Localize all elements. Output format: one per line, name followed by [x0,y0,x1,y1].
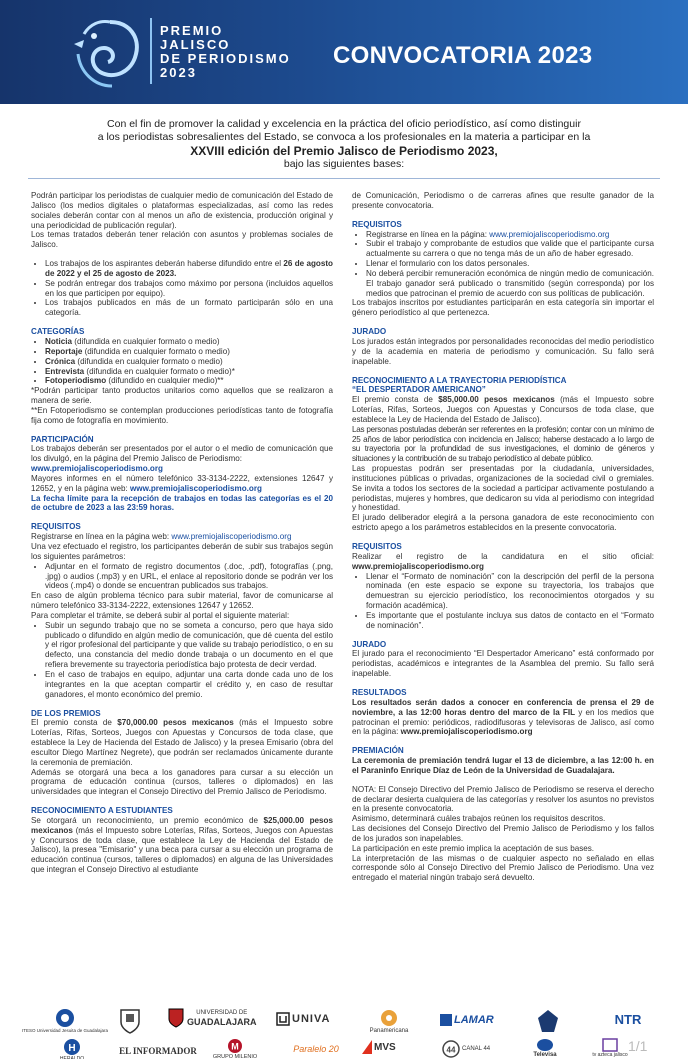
nomination-register-text [352,552,654,572]
category-item [45,367,333,377]
canal44-logo [442,1040,502,1058]
material-item: • En el caso de trabajos en equipo, adjuntar una carta donde cada uno de los integrantes en la que aceptan compartir el crédito y, en caso de resultar ganadores, el monto económico del premio. [45,670,333,700]
section-title-premiacion: PREMIACIÓN [352,746,404,756]
site-link[interactable]: www.premiojaliscoperiodismo.org [489,229,610,239]
contact-text [31,474,333,494]
svg-text:M: M [231,1041,239,1052]
udg-icon [168,1008,184,1028]
section-title-trayectoria: RECONOCIMIENTO A LA TRAYECTORIA PERIODÍSTICA [352,375,567,385]
canal44-icon [442,1040,460,1058]
nomination-list [352,572,654,631]
rule-dates: 26 de agosto de 2022 y el 25 de agosto de 2023. [45,259,333,278]
udg-text-2: GUADALAJARA [187,1017,257,1027]
section-title-premios: DE LOS PREMIOS [31,708,101,718]
category-name: Reportaje [45,346,83,356]
udg-text-1: UNIVERSIDAD DE [196,1010,248,1016]
brand-line-4: 2023 [160,65,197,80]
prize-text [31,718,333,767]
tech-support-text: En caso de algún problema técnico para subir material, favor de comunicarse al número telefónico 33-3134-2222, extensiones 12647 y 12652. [31,591,333,611]
note-2: Asimismo, determinará cuáles trabajos reúnen los requisitos descritos. [352,814,606,824]
nominee-profile-text: Las personas postuladas deberán ser referentes en la profesión; contar con un mínimo de 25 años de labor periodística con incidencia en Jalisco; haberse destacado a lo largo de su trayectoria por la profundidad de sus investigaciones, el dominio de géneros y situaciones y la contribución de su trabajo periodístico al debate público. [352,424,654,464]
category-name: Entrevista [45,366,85,376]
tvazteca-icon [602,1038,618,1052]
section-title-jurado-trayectoria: JURADO [352,639,387,649]
heraldo-icon [63,1038,81,1056]
iteso-icon [54,1008,76,1028]
category-desc: (difundida en cualquier formato o medio) [72,336,220,346]
jury-text: Los jurados están integrados por personalidades reconocidas del medio periodístico y de la academia en materia de periodismo y comunicación. Su fallo será inapelable. [352,336,654,366]
material-list [31,621,333,700]
upload-list [31,562,333,592]
site-link[interactable]: www.premiojaliscoperiodismo.org [171,532,292,542]
intro-line-2: a los periodistas sobresalientes del Estado, se convoca a los profesionales en la materia a participar en la [97,131,591,143]
lamar-text: LAMAR [454,1014,494,1026]
gdl-icon [536,1008,560,1034]
nomination-label: Realizar el registro de la candidatura en el sitio oficial: [352,551,654,561]
rule-item: • Se podrán entregar dos trabajos como máximo por persona (incluidos aquellos en los que participen por equipo). [45,279,333,299]
lamar-logo [440,1014,510,1026]
category-item [45,376,333,386]
panamericana-logo [354,1008,424,1034]
categories-list [31,337,333,386]
left-column [31,191,333,875]
panamericana-text: Panamericana [369,1028,409,1034]
category-item [45,337,333,347]
site-link[interactable]: www.premiojaliscoperiodismo.org [352,561,484,571]
nominations-text: Las propuestas podrán ser presentadas por la ciudadanía, universidades, instituciones públicas o privadas, organizaciones de la sociedad civil o gremiales. Se invita a todos los sectores de la sociedad a participar activamente postulando a periodistas, mujeres y hombres, que dedicaron su vida al periodismo con integridad y honestidad. [352,464,654,513]
career-prize-text [352,395,654,425]
eligibility-text: Podrán participar los periodistas de cualquier medio de comunicación del Estado de Jalisco (los medios digitales o plataformas especializadas, así como las redes sociales deberán contar con al menos un año de existencia, producción original y una periodicidad de publicación regular). [31,191,333,230]
student-req-item: • Llenar el formulario con los datos personales. [366,259,654,269]
prize-amount: $70,000.00 pesos mexicanos [117,718,234,728]
heraldo-text: HERALDO [59,1056,85,1059]
note-4: La participación en este premio implica la aceptación de sus bases. [352,843,595,853]
univa-logo [276,1012,346,1026]
category-item [45,347,333,357]
career-prize-post: (más el Impuesto sobre Loterías, Rifas, Sorteos, Juegos con Apuestas y Concursos de toda clase, que establece la Ley de Hacienda del Estado de Jalisco). [352,395,654,424]
milenio-text: GRUPO MILENIO [212,1054,258,1059]
note-1: NOTA: El Consejo Directivo del Premio Jalisco de Periodismo se reserva el derecho de declarar desierta cualquiera de las categorías y resolver los asuntos no previstos en la presente convocatoria. [352,784,654,814]
iteso-logo [21,1008,109,1033]
header-divider [150,18,152,84]
req-label: Registrarse en línea en la página: [366,229,490,239]
student-req-note: Los trabajos inscritos por estudiantes participarán en esta categoría sin importar el género periodístico al que pertenezca. [352,298,654,318]
page-number: 1/1 [628,1038,648,1054]
section-title-jurado: JURADO [352,327,387,337]
mvs-icon [362,1040,372,1054]
upload-text: Una vez efectuado el registro, los participantes deberán de subir sus trabajos según los siguientes parámetros: [31,542,333,561]
results-date: Los resultados serán dados a conocer en conferencia de prensa el 29 de noviembre, a las 12:00 horas dentro del marco de la FIL [352,697,654,717]
rule-item: • Los trabajos publicados en más de un formato participarán sólo en una categoría. [45,298,333,318]
televisa-icon [536,1038,554,1052]
brand-line-3: DE PERIODISMO [160,51,291,66]
gdl-logo [528,1008,568,1034]
right-column [352,191,654,883]
student-continuation: de Comunicación, Periodismo o de carreras afines que resulte ganador de la presente convocatoria. [352,191,654,210]
site-link[interactable]: www.premiojaliscoperiodismo.org [130,483,262,493]
intro-line-3: bajo las siguientes bases: [283,158,405,170]
ntr-logo [598,1012,658,1027]
student-req-item: • Subir el trabajo y comprobante de estudios que valide que el participante cursa actualmente su carrera o que no tenga más de un año de haber egresado. [366,239,654,259]
paralelo-logo [282,1044,350,1054]
register-text [31,532,333,542]
paralelo-text: Paralelo 20 [293,1044,339,1054]
edition-title: XXVIII edición del Premio Jalisco de Periodismo 2023, [190,144,498,158]
panamericana-icon [377,1008,401,1028]
heraldo-logo [52,1038,92,1059]
canal44-text: CANAL 44 [462,1046,491,1052]
results-text [352,698,654,737]
rule-item [45,259,333,279]
category-desc: (difundido en cualquier medio)** [106,376,224,386]
crest-icon [119,1008,141,1034]
section-title-requisitos-trayectoria: REQUISITOS [352,542,402,551]
section-title-requisitos-estudiantes: REQUISITOS [352,219,402,229]
nomination-item: • Llenar el “Formato de nominación” con la descripción del perfil de la persona nominada (en este espacio se expone su trayectoria, los trabajos que demuestran su ejercicio periodístico, los reconocimientos otorgados y su formación académica). [366,572,654,611]
separator [28,178,660,179]
career-prize-pre: El premio consta de [352,395,439,405]
student-prize-post: (más el Impuesto sobre Loterías, Rifas, Sorteos, Juegos con Apuestas y Concursos de toda clase, que establece la Ley de Hacienda del Estado de Jalisco), la presea "Emisario" y una beca para cursar a su elección un programa de educación continua (cursos, talleres o diplomados) en alguna de las Universidades que integran el Consejo Directivo al estudiante [31,825,333,875]
informador-text: EL INFORMADOR [119,1046,197,1056]
section-title-requisitos: REQUISITOS [31,522,81,532]
premio-logo-icon [70,14,144,90]
univa-icon [276,1012,290,1026]
student-req-item: • No deberá percibir remuneración económica de ningún medio de comunicación. El trabajo ganador será publicado o transmitido (según corresponda) por los medios que patrocinan el premio de acuerdo con sus políticas de publicación. [366,269,654,299]
student-req-item [366,230,654,240]
ceremony-text: La ceremonia de premiación tendrá lugar el 13 de diciembre, a las 12:00 h. en el Paraninfo Enrique Díaz de León de la Universidad de Guadalajara. [352,756,654,775]
section-title-resultados: RESULTADOS [352,687,407,697]
televisa-text: Televisa [533,1052,557,1058]
material-item: • Subir un segundo trabajo que no se someta a concurso, pero que haya sido publicado o difundido en algún medio de comunicación, que dé cuenta del estilo y el rigor profesional del participante y que valide su trabajo periodístico, o en su defecto, una constancia del medio donde trabaja o un documento en el que refiera brevemente su trayectoria periodística bajo protesta de decir verdad. [45,621,333,670]
results-media: y en los medios que patrocinan el premio: periódicos, radiodifusoras y televisoras de Jalisco, así como en la página: [352,707,654,737]
contact-info: Mayores informes en el número telefónico 33-3134-2222, extensiones 12647 y 12652, y en la página web: [31,473,333,493]
intro [30,118,658,171]
mvs-text: MVS [374,1041,396,1053]
section-title-participacion: PARTICIPACIÓN [31,434,94,444]
milenio-logo [200,1038,270,1059]
student-prize-amount: $25,000.00 pesos mexicanos [31,815,333,835]
section-title-categorias: CATEGORÍAS [31,327,85,337]
complete-text: Para completar el trámite, se deberá subir al portal el siguiente material: [31,610,290,620]
svg-text:44: 44 [446,1045,456,1055]
category-note-2: **En Fotoperiodismo se contemplan producciones periodísticas tanto de fotografía fija como de fotografía en movimiento. [31,405,333,425]
mvs-logo [362,1040,412,1054]
iteso-text: ITESO Universidad Jesuita de Guadalajara [21,1028,109,1033]
note-5: La interpretación de las mismas o de cualquier aspecto no señalado en ellas corresponde sólo al Consejo Directivo del Premio Jalisco de Periodismo. Una vez entregado el material ningún trabajo será devuelto. [352,853,654,883]
category-name: Fotoperiodismo [45,376,107,386]
informador-logo [118,1046,198,1056]
crest-logo [110,1008,150,1034]
rule-text: Los trabajos de los aspirantes deberán haberse difundido entre el [45,259,284,269]
intro-line-1: Con el fin de promover la calidad y excelencia en la práctica del oficio periodístico, así como distinguir [107,118,581,130]
scholarship-text: Además se otorgará una beca a los ganadores para cursar a su elección un programa de educación continua (cursos, talleres o diplomados) en las universidades que integran el Consejo Directivo del Premio Jalisco de Periodismo. [31,767,333,797]
nomination-item: • Es importante que el postulante incluya sus datos de contacto en el “Formato de nominación”. [366,611,654,631]
prize-pre: El premio consta de [31,718,118,728]
student-prize-text [31,816,333,875]
tvazteca-text: tv azteca jalisco [592,1052,628,1058]
svg-text:H: H [68,1043,76,1054]
brand-line-2: JALISCO [160,37,231,52]
prize-post: (más el Impuesto sobre Loterías, Rifas, Sorteos, Juegos con Apuestas y Concursos de toda clase, que establece la Ley de Hacienda del Estado de Jalisco) y la presea Emisario (obra del escultor Diego Martínez Negrete), que podrán ser reclamados únicamente durante la ceremonia de premiación. [31,718,333,767]
udg-logo [168,1008,268,1028]
deliberation-text: El jurado deliberador elegirá a la persona ganadora de este reconocimiento con estricto apego a los parámetros establecidos en la presente convocatoria. [352,513,654,533]
student-req-list [352,230,654,299]
register-label: Registrarse en línea en la página web: [31,532,172,542]
brand-line-1: PREMIO [160,23,224,38]
category-name: Crónica [45,356,76,366]
rules-list [31,259,333,318]
brand-text [160,24,291,80]
lamar-icon [440,1014,452,1026]
header-banner [0,0,688,104]
student-prize-pre: Se otorgará un reconocimiento, un premio económico de [31,815,264,825]
site-link[interactable]: www.premiojaliscoperiodismo.org [400,727,533,737]
deadline-text: La fecha límite para la recepción de trabajos en todas las categorías es el 20 de octubre de 2023 a las 23:59 horas. [31,493,333,513]
participation-text: Los trabajos deberán ser presentados por el autor o el medio de comunicación que los divulgó, en la página del Premio Jalisco de Periodismo: [31,444,333,464]
section-title-estudiantes: RECONOCIMIENTO A ESTUDIANTES [31,806,173,816]
category-desc: (difundida en cualquier formato o medio)* [84,366,235,376]
category-desc: (difundida en cualquier formato o medio) [75,356,223,366]
note-3: Las decisiones del Consejo Directivo del Premio Jalisco de Periodismo y los fallos de los jurados son inapelables. [352,824,654,843]
career-prize-amount: $85,000.00 pesos mexicanos [438,395,555,405]
career-jury-text: El jurado para el reconocimiento “El Despertador Americano” está conformado por periodistas, académicos e integrantes de la Asamblea del premio. Su fallo será inapelable. [352,649,654,679]
award-subtitle: “EL DESPERTADOR AMERICANO” [352,385,486,395]
category-name: Noticia [45,336,72,346]
category-note-1: *Podrán participar tanto productos unitarios como aquellos que se realizaron a manera de serie. [31,386,333,406]
ntr-text: NTR [614,1012,642,1027]
site-link[interactable]: www.premiojaliscoperiodismo.org [31,464,163,474]
category-desc: (difundida en cualquier formato o medio) [82,346,230,356]
upload-item: • Adjuntar en el formato de registro documentos (.doc, .pdf), fotografías (.png, .jpg) o audios (.mp3) y en URL, el enlace al repositorio donde se podrán ver los videos (.mp4) o donde se encuentran publicados sus trabajos. [45,562,333,592]
topics-text: Los temas tratados deberán tener relación con asuntos y problemas sociales de Jalisco. [31,230,333,250]
milenio-icon [227,1038,243,1054]
tvazteca-logo [586,1038,634,1058]
televisa-logo [520,1038,570,1058]
page-title: CONVOCATORIA 2023 [333,42,593,69]
univa-text: UNIVA [292,1013,331,1025]
category-item [45,357,333,367]
